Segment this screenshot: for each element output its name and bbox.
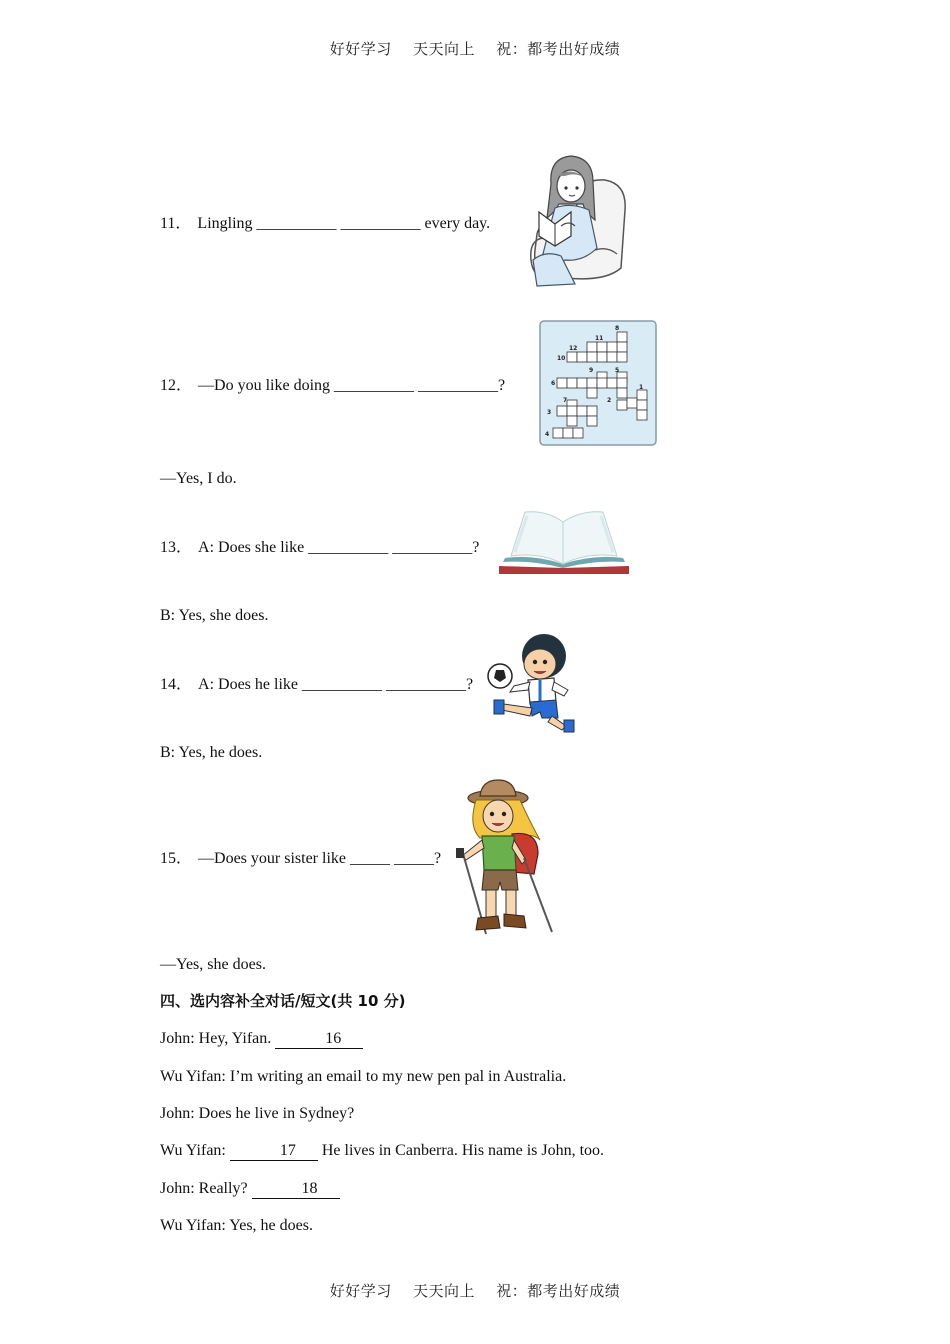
- dialog-text: John: Does he live in Sydney?: [160, 1105, 355, 1122]
- dialog-text: Wu Yifan:: [160, 1142, 230, 1159]
- question-number: 11．: [160, 215, 192, 232]
- dialog-text: Wu Yifan: Yes, he does.: [160, 1217, 313, 1234]
- dialog-line: [160, 1179, 340, 1199]
- question-11: [160, 214, 490, 234]
- question-number: 15．: [160, 850, 193, 867]
- footer-motto-3: 祝：都考出好成绩: [496, 1282, 621, 1300]
- dialog-text-after: He lives in Canberra. His name is John, too.: [317, 1142, 605, 1159]
- crossword-clue-number: 6: [551, 380, 556, 387]
- open-book-illustration: [497, 508, 631, 576]
- blank-2[interactable]: __________: [392, 539, 473, 556]
- footer-motto-2: 天天向上: [412, 1282, 475, 1300]
- page-footer: [0, 1280, 950, 1301]
- crossword-clue-number: 12: [569, 345, 578, 352]
- question-text-end: every day.: [420, 215, 491, 232]
- dialog-line: [160, 1104, 354, 1124]
- blank-1[interactable]: __________: [308, 539, 389, 556]
- question-text-end: ?: [434, 850, 442, 867]
- blank-1[interactable]: _____: [350, 850, 390, 867]
- dialog-line: [160, 1067, 566, 1087]
- dialog-line: [160, 1141, 604, 1161]
- page-header: [0, 38, 950, 59]
- crossword-clue-number: 3: [547, 409, 552, 416]
- question-text-end: ?: [472, 539, 480, 556]
- blank-1[interactable]: __________: [256, 215, 337, 232]
- answer-blank-17[interactable]: 17: [230, 1142, 318, 1161]
- question-text: A: Does he like: [198, 676, 302, 693]
- dialog-text: John: Hey, Yifan.: [160, 1030, 276, 1047]
- question-number: 13．: [160, 539, 193, 556]
- question-text-end: ?: [498, 377, 506, 394]
- answer-line-12: —Yes, I do.: [160, 470, 237, 487]
- crossword-clue-number: 4: [545, 431, 550, 438]
- crossword-clue-number: 5: [615, 367, 620, 374]
- blank-2[interactable]: __________: [340, 215, 421, 232]
- section-heading: 四、选内容补全对话/短文(共 10 分): [160, 992, 406, 1010]
- blank-1[interactable]: __________: [334, 377, 415, 394]
- blank-1[interactable]: __________: [302, 676, 382, 693]
- boy-playing-football-illustration: [484, 630, 584, 736]
- header-motto-2: 天天向上: [412, 40, 475, 58]
- question-12: [160, 376, 505, 396]
- dialog-line: [160, 1216, 313, 1236]
- girl-reading-in-armchair-illustration: [525, 150, 635, 290]
- question-text: Lingling: [197, 215, 257, 232]
- question-text: —Does your sister like: [198, 850, 350, 867]
- answer-line-15: —Yes, she does.: [160, 956, 266, 973]
- question-13: [160, 538, 479, 558]
- dialog-text: Wu Yifan: I’m writing an email to my new pen pal in Australia.: [160, 1068, 567, 1085]
- crossword-clue-number: 11: [595, 335, 604, 342]
- crossword-clue-number: 1: [639, 384, 644, 391]
- question-text: A: Does she like: [198, 539, 309, 556]
- crossword-clue-number: 9: [589, 367, 594, 374]
- footer-motto-1: 好好学习: [329, 1282, 392, 1300]
- dialog-line: [160, 1029, 363, 1049]
- girl-hiking-illustration: [446, 776, 556, 938]
- dialog-text: John: Really?: [160, 1180, 252, 1197]
- answer-line-13: B: Yes, she does.: [160, 607, 269, 624]
- question-15: [160, 849, 441, 869]
- crossword-puzzle-illustration: [539, 320, 657, 446]
- crossword-clue-number: 2: [607, 397, 612, 404]
- blank-2[interactable]: _____: [394, 850, 434, 867]
- answer-blank-16[interactable]: 16: [275, 1030, 363, 1049]
- crossword-clue-number: 8: [615, 325, 620, 332]
- crossword-clue-number: 7: [563, 397, 568, 404]
- header-motto-1: 好好学习: [329, 40, 392, 58]
- question-text: —Do you like doing: [198, 377, 335, 394]
- question-14: [160, 675, 473, 695]
- question-text-end: ?: [466, 676, 474, 693]
- blank-2[interactable]: __________: [386, 676, 466, 693]
- question-number: 14．: [160, 676, 193, 693]
- blank-2[interactable]: __________: [418, 377, 499, 394]
- header-motto-3: 祝：都考出好成绩: [496, 40, 621, 58]
- answer-line-14: B: Yes, he does.: [160, 744, 263, 761]
- crossword-clue-number: 10: [557, 355, 566, 362]
- question-number: 12．: [160, 377, 193, 394]
- answer-blank-18[interactable]: 18: [252, 1180, 340, 1199]
